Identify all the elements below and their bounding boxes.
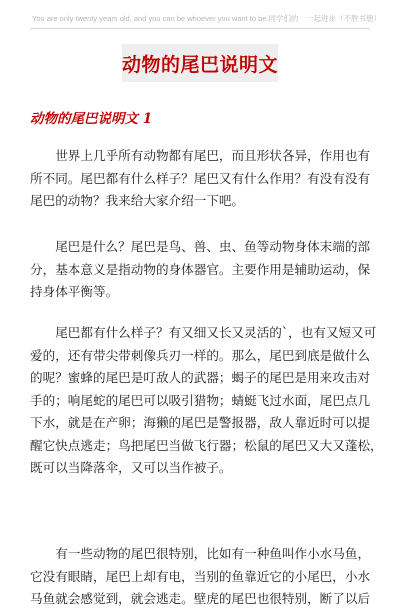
paragraph-line: 尾巴的动物？我来给大家介绍一下吧。 [30,193,245,208]
section-heading: 动物的尾巴说明文 1 [30,111,153,127]
paragraph-line: 的呢？蜜蜂的尾巴是叮敌人的武器；蝎子的尾巴是用来攻击对 [30,370,371,385]
paragraph-line: 尾巴都有什么样子？有又细又长又灵活的`，也有又短又可 [30,325,377,340]
paragraph-line: 既可以当降落伞，又可以当作被子。 [30,460,232,475]
paragraph-line: 世界上几乎所有动物都有尾巴，而且形状各异，作用也有 [30,148,371,163]
paragraph-4 [30,543,372,611]
paragraph-line: 分，基本意义是指动物的身体器官。主要作用是辅助运动，保 [30,261,371,277]
paragraph-3 [30,322,383,480]
header-motto: You are only twenty years old, and you can be whoever you want to be.同学们的 一起进步（不胜书册） [32,14,382,23]
paragraph-line: 它没有眼睛，尾巴上却有电，当别的鱼靠近它的小尾巴，小水 [30,568,371,584]
paragraph-line: 所不同。尾巴都有什么样子？尾巴又有什么作用？有没有没有 [30,170,371,186]
title-box [122,44,278,82]
paragraph-line: 马鱼就会感觉到，就会逃走。壁虎的尾巴也很特别，断了以后 [30,591,371,606]
paragraph-line: 爱的，还有带尖带刺像兵刃一样的。那么，尾巴到底是做什么 [30,347,371,363]
paragraph-line: 下水，就是在产卵；海獭的尾巴是警报器，敌人靠近时可以提 [30,415,371,430]
paragraph-line: 尾巴是什么？尾巴是鸟、兽、虫、鱼等动物身体末端的部 [30,239,371,254]
document-title: 动物的尾巴说明文 [122,53,279,76]
paragraph-line: 有一些动物的尾巴很特别，比如有一种鱼叫作小水马鱼， [30,546,371,561]
paragraph-1 [30,145,372,213]
page-header [30,10,382,29]
paragraph-line: 手的；响尾蛇的尾巴可以吸引猎物；蜻蜓飞过水面，尾巴点几 [30,392,371,408]
paragraph-2 [30,236,372,304]
paragraph-line: 醒它快点逃走；鸟把尾巴当做飞行器；松鼠的尾巴又大又蓬松， [30,437,383,453]
paragraph-line: 持身体平衡等。 [30,284,119,299]
